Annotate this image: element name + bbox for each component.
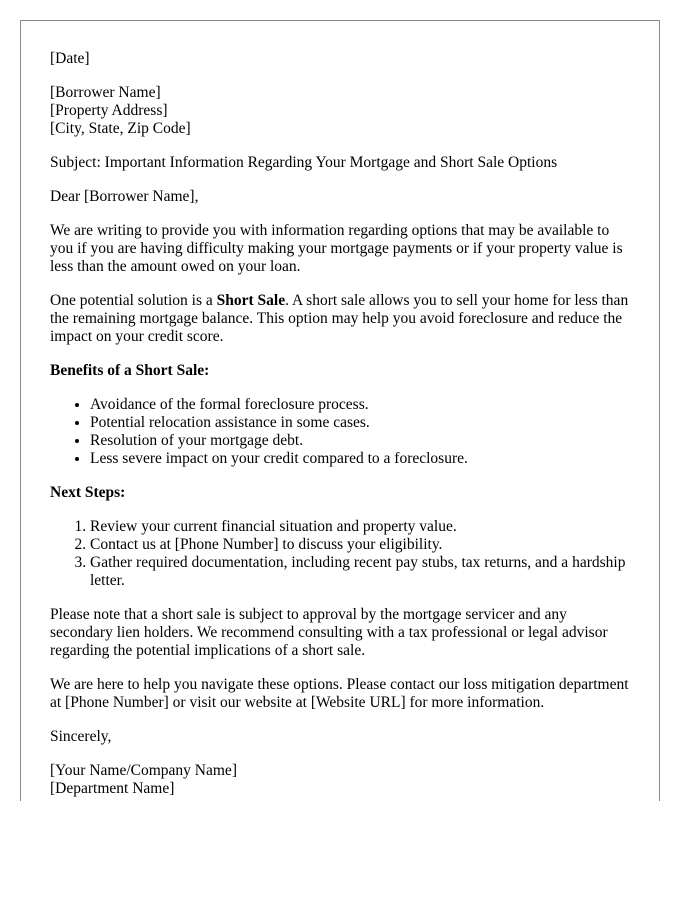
approval-note-paragraph: Please note that a short sale is subject to approval by the mortgage servicer and any secondary lien holders. We recommend consulting with a tax professional or legal advisor regarding the potential implications of a short sale. xyxy=(50,606,608,659)
next-step-item: 2. Contact us at [Phone Number] to discuss your eligibility. xyxy=(90,536,631,554)
solution-text-before: One potential solution is a xyxy=(50,292,217,309)
short-sale-term: Short Sale xyxy=(216,292,286,309)
letter-salutation: Dear [Borrower Name], xyxy=(50,188,199,205)
recipient-address-block xyxy=(50,84,631,138)
letter-closing: Sincerely, xyxy=(50,728,112,745)
signature-block xyxy=(50,762,631,798)
letter-subject: Subject: Important Information Regarding Your Mortgage and Short Sale Options xyxy=(50,154,558,171)
letter-page xyxy=(20,20,660,801)
solution-text-after: . A short sale allows you to sell your home for less than the remaining mortgage balance. This option may help you avoid foreclosure and reduce the impact on your credit score. xyxy=(50,292,629,345)
recipient-name: [Borrower Name] xyxy=(50,84,161,101)
letter-date: [Date] xyxy=(50,50,90,67)
recipient-city-state-zip: [City, State, Zip Code] xyxy=(50,120,191,137)
benefits-heading: Benefits of a Short Sale: xyxy=(50,362,210,379)
next-step-item: 1. Review your current financial situation and property value. xyxy=(90,518,631,536)
recipient-property-address: [Property Address] xyxy=(50,102,168,119)
signature-name: [Your Name/Company Name] xyxy=(50,762,237,779)
next-steps-heading: Next Steps: xyxy=(50,484,126,501)
benefits-list xyxy=(50,396,631,468)
benefit-item: • Potential relocation assistance in some cases. xyxy=(90,414,631,432)
benefit-item: • Resolution of your mortgage debt. xyxy=(90,432,631,450)
intro-paragraph: We are writing to provide you with information regarding options that may be available to you if you are having difficulty making your mortgage payments or if your property value is less than the amount owed on your loan. xyxy=(50,222,623,275)
signature-title: [Department Name] xyxy=(50,780,175,797)
solution-paragraph xyxy=(50,292,631,346)
next-steps-list xyxy=(50,518,631,590)
benefit-item: • Avoidance of the formal foreclosure process. xyxy=(90,396,631,414)
next-step-item: 3. Gather required documentation, including recent pay stubs, tax returns, and a hardship letter. xyxy=(90,554,631,590)
help-contact-paragraph: We are here to help you navigate these options. Please contact our loss mitigation department at [Phone Number] or visit our website at [Website URL] for more information. xyxy=(50,676,629,711)
benefit-item: • Less severe impact on your credit compared to a foreclosure. xyxy=(90,450,631,468)
